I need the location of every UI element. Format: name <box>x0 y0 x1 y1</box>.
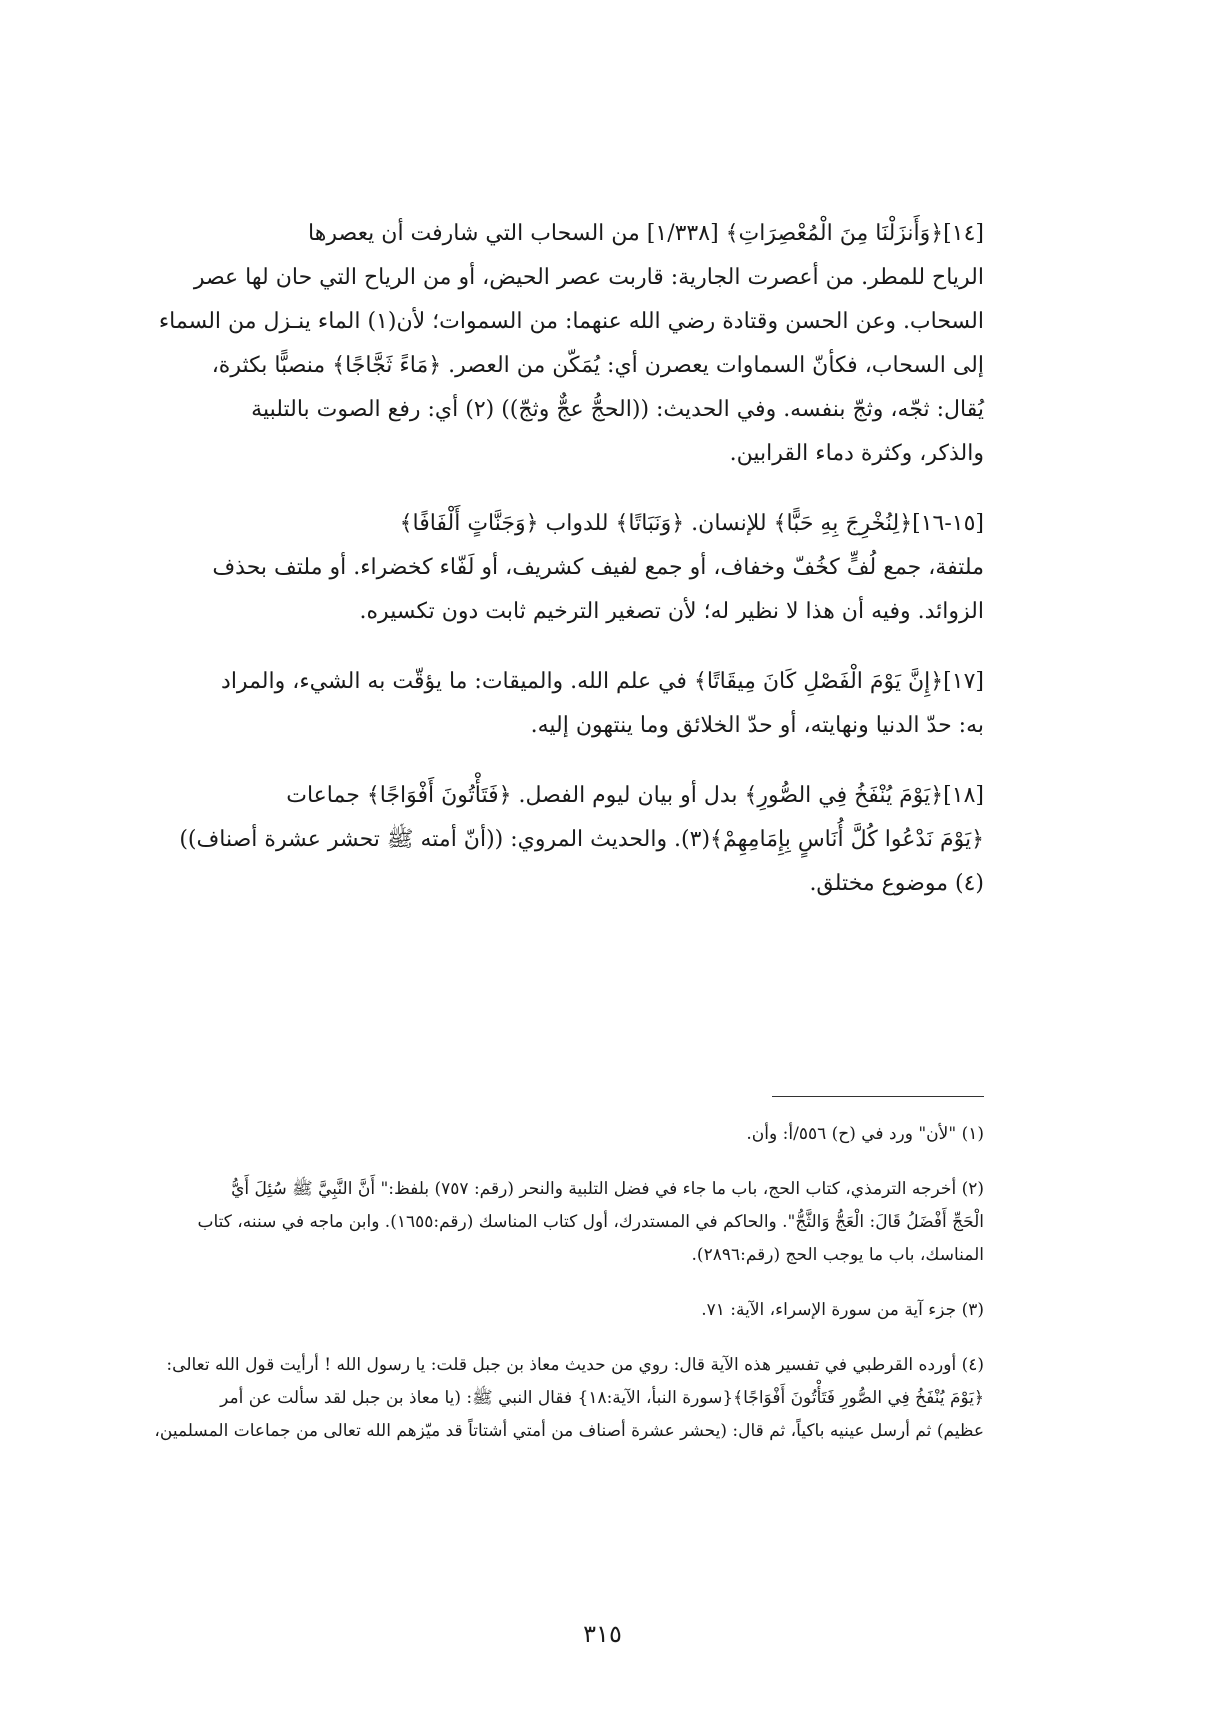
commentary-paragraph-18 <box>112 774 984 906</box>
footnotes <box>112 1118 984 1470</box>
text-line: السحاب. وعن الحسن وقتادة رضي الله عنهما: من السموات؛ لأن(١) الماء ينـزل من السماء <box>158 309 984 334</box>
commentary-paragraph-15-16 <box>112 502 984 634</box>
footnote-line: (٣) جزء آية من سورة الإسراء، الآية: ٧١. <box>701 1300 984 1320</box>
text-line: ملتفة، جمع لُفٍّ كخُفّ وخفاف، أو جمع لفيف كشريف، أو لَفّاء كخضراء. أو ملتف بحذف <box>212 555 984 580</box>
text-line: ﴿يَوْمَ نَدْعُوا كُلَّ أُنَاسٍ بِإِمَامِهِمْ﴾(٣). والحديث المروي: ((أنّ أمته ﷺ تحشر عشرة أصناف)) <box>179 827 984 852</box>
page-number: ٣١٥ <box>583 1620 622 1648</box>
footnote-line: (١) "لأن" ورد في (ح) ٥٥٦/أ: وأن. <box>746 1124 984 1144</box>
text-line: [١٥-١٦]﴿لِنُخْرِجَ بِهِ حَبًّا﴾ للإنسان. ﴿وَنَبَاتًا﴾ للدواب ﴿وَجَنَّاتٍ أَلْفَافًا﴾ <box>399 511 984 536</box>
text-line: [١٨]﴿يَوْمَ يُنْفَخُ فِي الصُّورِ﴾ بدل أو بيان ليوم الفصل. ﴿فَتَأْتُونَ أَفْوَاجًا﴾ جماعات <box>286 783 984 808</box>
text-line: به: حدّ الدنيا ونهايته، أو حدّ الخلائق وما ينتهون إليه. <box>530 713 984 738</box>
text-line: [١٤]﴿وَأَنزَلْنَا مِنَ الْمُعْصِرَاتِ﴾ [١/٣٣٨] من السحاب التي شارفت أن يعصرها <box>308 221 984 246</box>
footnote-3 <box>112 1294 984 1327</box>
footnote-line: الْحَجِّ أَفْضَلُ قَالَ: الْعَجُّ وَالثَّجُّ". والحاكم في المستدرك، أول كتاب المناسك (رقم:١٦٥٥). وابن ماجه في سننه، كتاب <box>197 1212 984 1232</box>
text-line: (٤) موضوع مختلق. <box>809 871 984 896</box>
text-line: إلى السحاب، فكأنّ السماوات يعصرن أي: يُمَكّن من العصر. ﴿مَاءً ثَجَّاجًا﴾ منصبًّا بكثرة، <box>211 353 984 378</box>
footnote-4 <box>112 1349 984 1448</box>
text-line: يُقال: ثجّه، وثجّ بنفسه. وفي الحديث: ((الحجُّ عجٌّ وثجّ)) (٢) أي: رفع الصوت بالتلبية <box>251 397 984 422</box>
text-line: [١٧]﴿إِنَّ يَوْمَ الْفَصْلِ كَانَ مِيقَاتًا﴾ في علم الله. والميقات: ما يؤقّت به الشيء، والمراد <box>221 669 984 694</box>
footnote-line: (٢) أخرجه الترمذي، كتاب الحج، باب ما جاء في فضل التلبية والنحر (رقم: ٧٥٧) بلفظ:" أَنَّ النَّبِيَّ ﷺ سُئِلَ أَيُّ <box>231 1179 984 1199</box>
footnote-separator <box>772 1096 984 1097</box>
footnote-2 <box>112 1173 984 1272</box>
commentary-paragraph-14 <box>112 212 984 476</box>
text-line: والذكر، وكثرة دماء القرابين. <box>729 441 984 466</box>
footnote-1 <box>112 1118 984 1151</box>
commentary-paragraph-17 <box>112 660 984 748</box>
footnote-line: المناسك، باب ما يوجب الحج (رقم:٢٨٩٦). <box>691 1245 984 1265</box>
footnote-line: ﴿يَوْمَ يُنْفَخُ فِي الصُّورِ فَتَأْتُونَ أَفْوَاجًا﴾{سورة النبأ، الآية:١٨} فقال النبي ﷺ: (يا معاذ بن جبل لقد سألت عن أمر <box>220 1388 984 1408</box>
text-line: الزوائد. وفيه أن هذا لا نظير له؛ لأن تصغير الترخيم ثابت دون تكسيره. <box>359 599 984 624</box>
commentary-body <box>112 212 984 932</box>
footnote-line: (٤) أورده القرطبي في تفسير هذه الآية قال: روي من حديث معاذ بن جبل قلت: يا رسول الله ! أرأيت قول الله تعالى: <box>166 1355 984 1375</box>
footnote-line: عظيم) ثم أرسل عينيه باكياً، ثم قال: (يحشر عشرة أصناف من أمتي أشتاتاً قد ميّزهم الله تعالى من جماعات المسلمين، <box>154 1421 984 1441</box>
text-line: الرياح للمطر. من أعصرت الجارية: قاربت عصر الحيض، أو من الرياح التي حان لها عصر <box>193 265 984 290</box>
